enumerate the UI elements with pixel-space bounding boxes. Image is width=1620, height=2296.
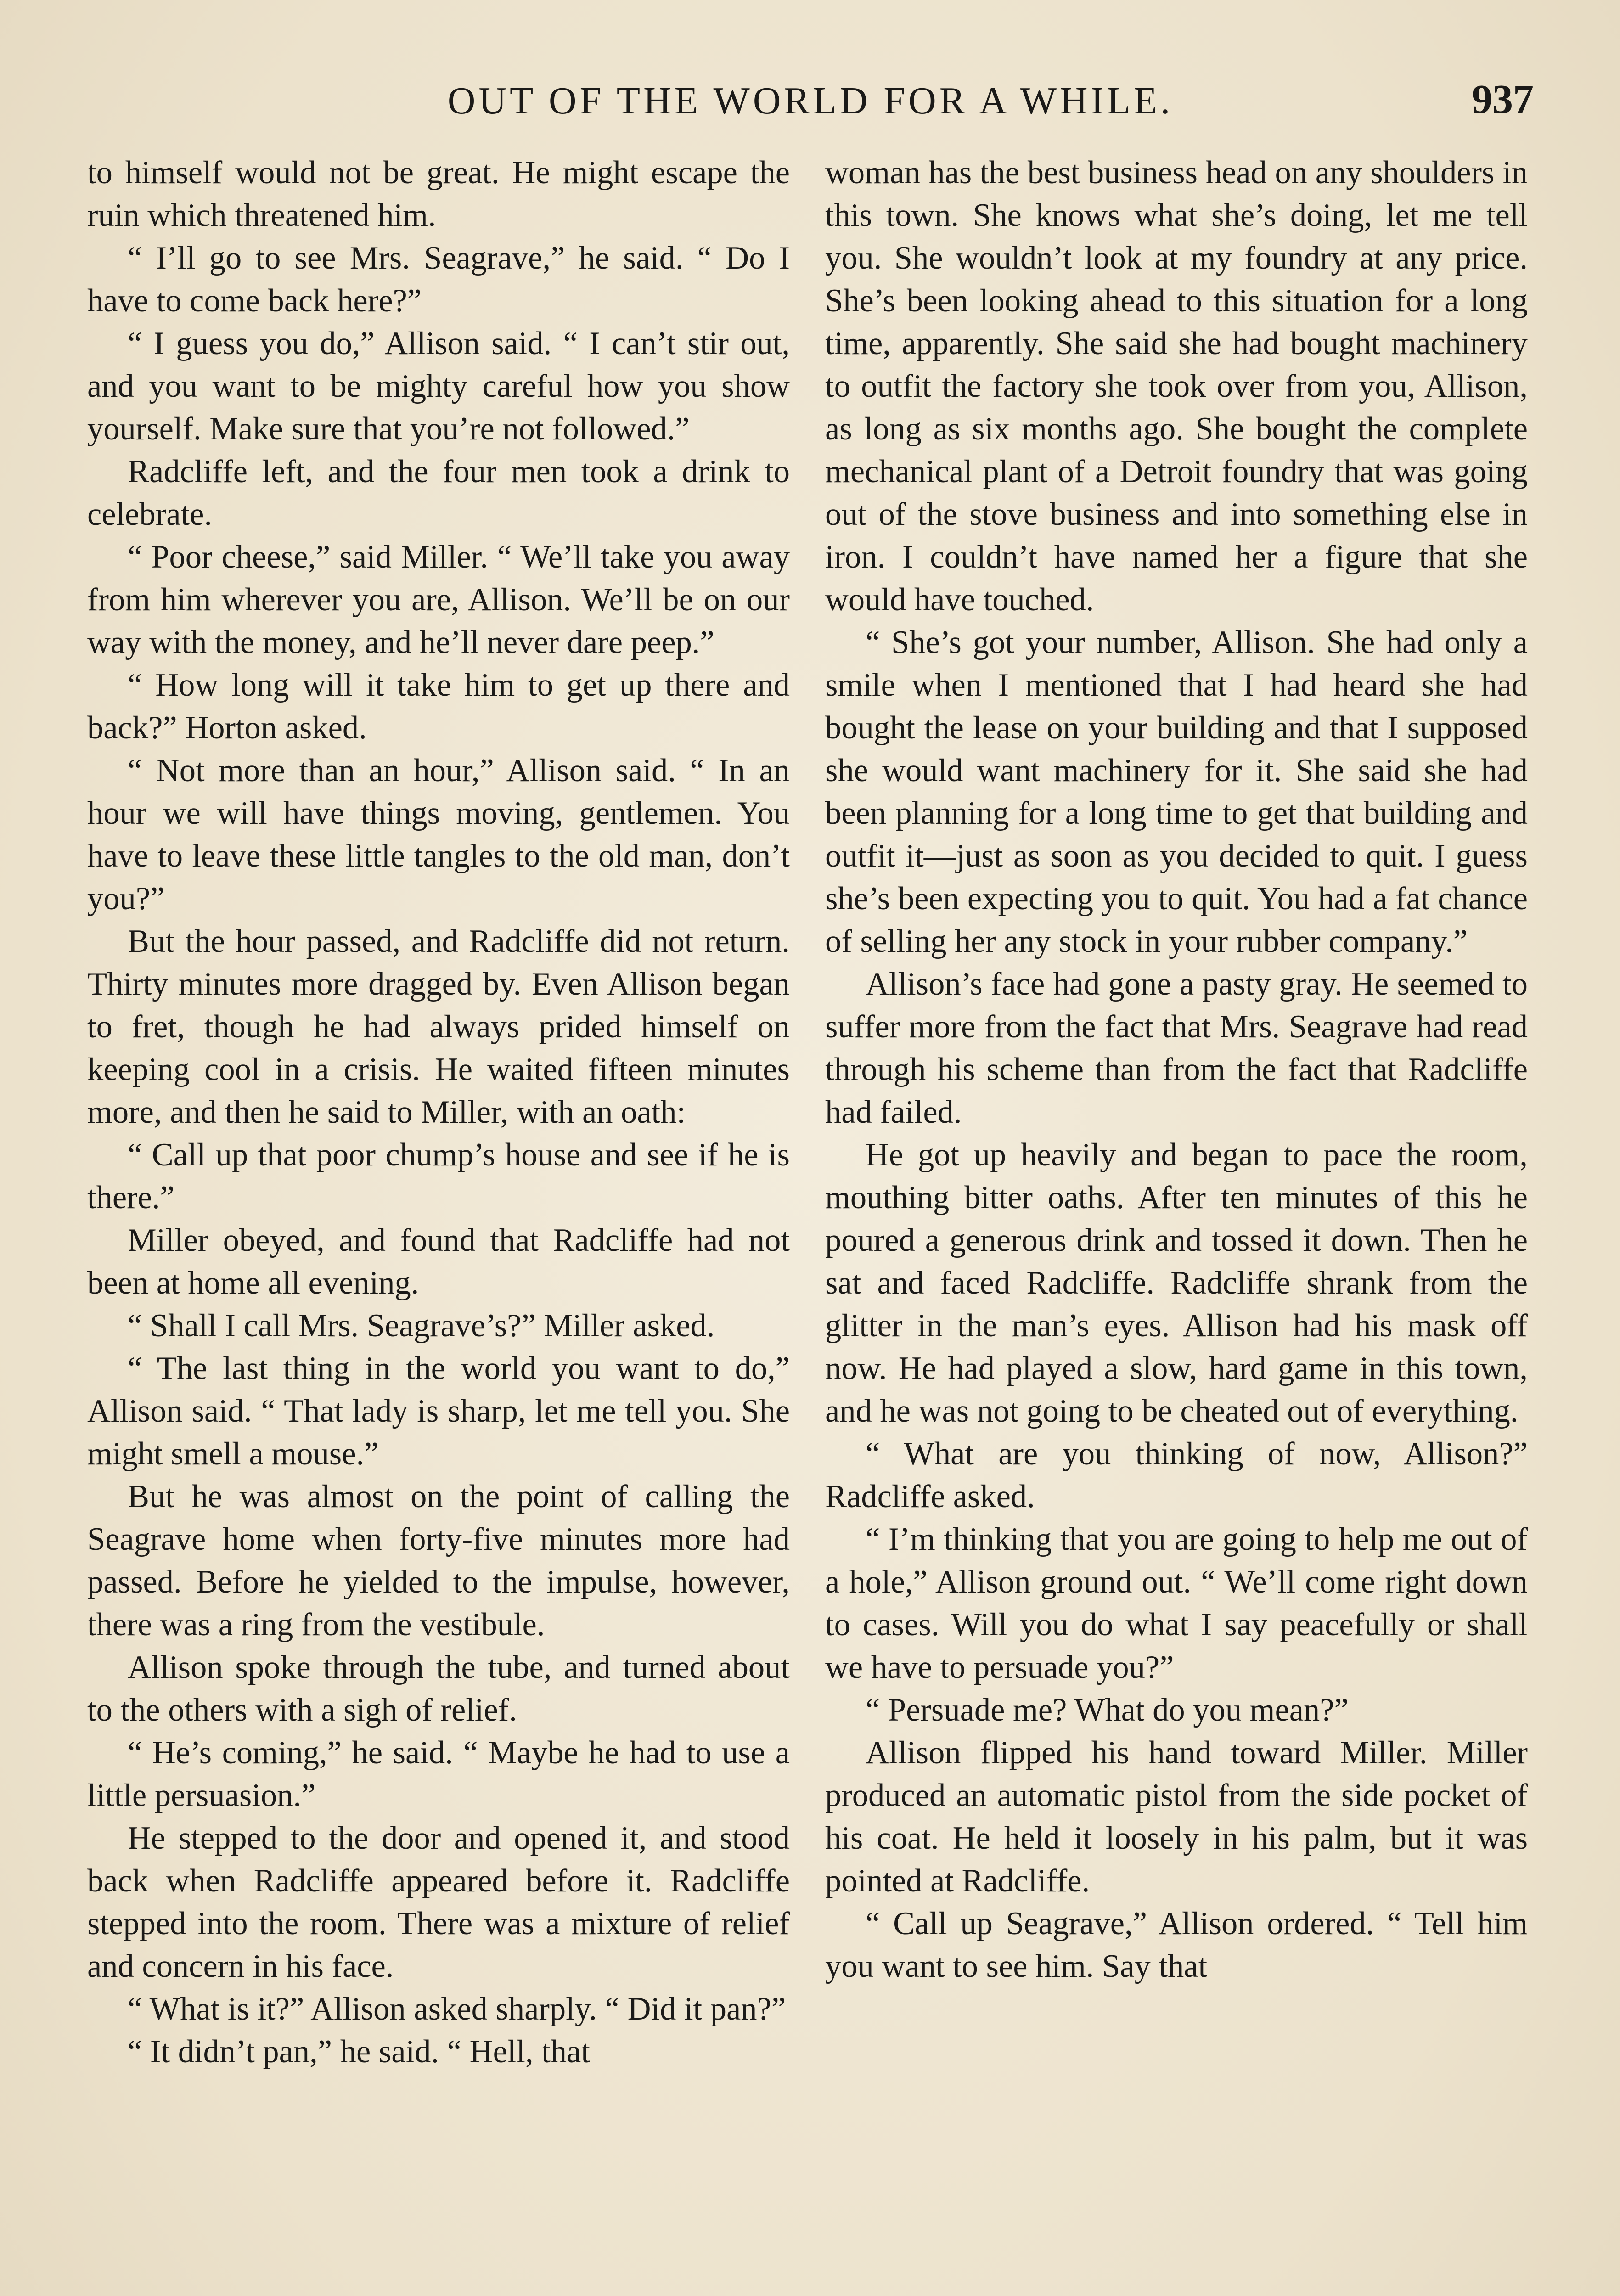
- paragraph: “ What are you thinking of now, Allison?” Radcliffe asked.: [825, 1436, 1528, 1514]
- paragraph: He got up heavily and began to pace the room, mouthing bitter oaths. After ten minutes of this he poured a generous drink and tossed it down. Then he sat and faced Radcliffe. Radcliffe shrank from the glitter in the man’s eyes. Allison had his mask off now. He had played a slow, hard game in this town, and he was not going to be cheated out of everything.: [825, 1137, 1528, 1429]
- paragraph: to himself would not be great. He might escape the ruin which threatened him.: [87, 155, 790, 233]
- paragraph: “ Call up Seagrave,” Allison ordered. “ Tell him you want to see him. Say that: [825, 1906, 1528, 1984]
- paragraph: Radcliffe left, and the four men took a drink to celebrate.: [87, 454, 790, 532]
- paragraph: Allison flipped his hand toward Miller. Miller produced an automatic pistol from the side pocket of his coat. He held it loosely in his palm, but it was pointed at Radcliffe.: [825, 1735, 1528, 1899]
- paragraph: “ He’s coming,” he said. “ Maybe he had to use a little persuasion.”: [87, 1735, 790, 1813]
- paragraph: “ She’s got your number, Allison. She had only a smile when I mentioned that I had heard she had bought the lease on your building and that I supposed she would want machinery for it. She said she had been planning for a long time to get that building and outfit it—just as soon as you decided to quit. I guess she’s been expecting you to quit. You had a fat chance of selling her any stock in your rubber company.”: [825, 625, 1528, 959]
- paragraph: “ How long will it take him to get up there and back?” Horton asked.: [87, 667, 790, 746]
- paragraph: “ I’m thinking that you are going to help me out of a hole,” Allison ground out. “ We’ll come right down to cases. Will you do what I say peacefully or shall we have to persuade you?”: [825, 1521, 1528, 1685]
- paragraph: “ I’ll go to see Mrs. Seagrave,” he said. “ Do I have to come back here?”: [87, 240, 790, 319]
- page-number: 937: [1472, 77, 1534, 122]
- right-column: [825, 152, 1528, 2296]
- paragraph: “ Persuade me? What do you mean?”: [866, 1692, 1349, 1728]
- paragraph: Miller obeyed, and found that Radcliffe had not been at home all evening.: [87, 1222, 790, 1301]
- paragraph: But he was almost on the point of calling the Seagrave home when forty-five minutes more had passed. Before he yielded to the impulse, however, there was a ring from the vestibule.: [87, 1479, 790, 1643]
- paragraph: “ Call up that poor chump’s house and see if he is there.”: [87, 1137, 790, 1216]
- page-header: [87, 69, 1534, 138]
- running-title: OUT OF THE WORLD FOR A WHILE.: [447, 79, 1174, 122]
- paragraph: “ Shall I call Mrs. Seagrave’s?” Miller asked.: [128, 1308, 715, 1344]
- paragraph: Allison spoke through the tube, and turned about to the others with a sigh of relief.: [87, 1649, 790, 1728]
- paragraph: “ Poor cheese,” said Miller. “ We’ll take you away from him wherever you are, Allison. We’ll be on our way with the money, and he’ll never dare peep.”: [87, 539, 790, 660]
- paragraph: “ Not more than an hour,” Allison said. “ In an hour we will have things moving, gentlemen. You have to leave these little tangles to the old man, don’t you?”: [87, 753, 790, 917]
- paragraph: “ It didn’t pan,” he said. “ Hell, that: [128, 2034, 590, 2070]
- left-column: [87, 152, 790, 2296]
- paragraph: woman has the best business head on any shoulders in this town. She knows what she’s doing, let me tell you. She wouldn’t look at my foundry at any price. She’s been looking ahead to this situation for a long time, apparently. She said she had bought machinery to outfit the factory she took over from you, Allison, as long as six months ago. She bought the complete mechanical plant of a Detroit foundry that was going out of the stove business and into something else in iron. I couldn’t have named her a figure that she would have touched.: [825, 155, 1528, 618]
- paragraph: He stepped to the door and opened it, and stood back when Radcliffe appeared before it. Radcliffe stepped into the room. There was a mixture of relief and concern in his face.: [87, 1820, 790, 1984]
- paragraph: “ What is it?” Allison asked sharply. “ Did it pan?”: [128, 1991, 786, 2027]
- paragraph: “ I guess you do,” Allison said. “ I can’t stir out, and you want to be mighty careful how you show yourself. Make sure that you’re not followed.”: [87, 326, 790, 447]
- paragraph: Allison’s face had gone a pasty gray. He seemed to suffer more from the fact that Mrs. Seagrave had read through his scheme than from the fact that Radcliffe had failed.: [825, 966, 1528, 1130]
- paragraph: “ The last thing in the world you want to do,” Allison said. “ That lady is sharp, let me tell you. She might smell a mouse.”: [87, 1351, 790, 1472]
- paragraph: But the hour passed, and Radcliffe did not return. Thirty minutes more dragged by. Even Allison began to fret, though he had always prided himself on keeping cool in a crisis. He waited fifteen minutes more, and then he said to Miller, with an oath:: [87, 923, 790, 1130]
